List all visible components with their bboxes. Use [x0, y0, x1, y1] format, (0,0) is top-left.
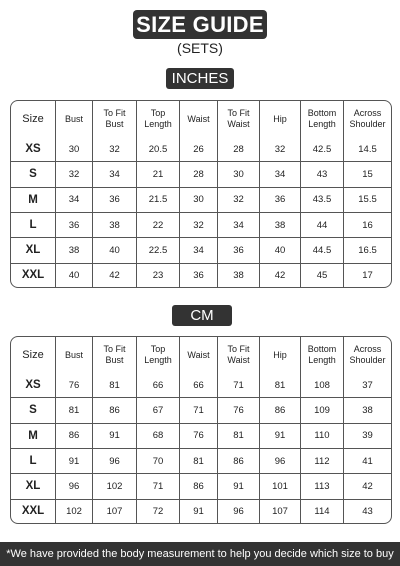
cm-header-row — [11, 337, 391, 373]
table-row — [11, 424, 391, 449]
header-label-line: Hip — [273, 349, 287, 360]
size-label-cell: S — [11, 398, 56, 423]
measurement-cell: 76 — [218, 398, 260, 423]
inches-column-header — [344, 101, 391, 137]
measurement-cell: 40 — [56, 264, 93, 287]
measurement-cell: 45 — [301, 264, 344, 287]
inches-table-header — [11, 101, 391, 137]
header-label-line: Shoulder — [349, 355, 386, 365]
measurement-cell: 114 — [301, 500, 344, 523]
measurement-cell: 42 — [93, 264, 137, 287]
measurement-cell: 36 — [93, 188, 137, 213]
measurement-cell: 15.5 — [344, 188, 391, 213]
header-label-line: Across — [353, 344, 382, 354]
measurement-cell: 38 — [93, 213, 137, 238]
size-label-cell: XS — [11, 373, 56, 398]
measurement-cell: 37 — [344, 373, 391, 398]
header-label-line: Length — [144, 355, 172, 365]
header-label-line: Size — [22, 112, 44, 125]
measurement-cell: 28 — [218, 137, 260, 162]
size-label-cell: M — [11, 424, 56, 449]
measurement-cell: 86 — [180, 474, 218, 499]
inches-column-header — [260, 101, 301, 137]
measurement-cell: 32 — [218, 188, 260, 213]
header-label-line: Across — [353, 108, 382, 118]
header-label-line: Length — [308, 119, 336, 129]
table-row — [11, 474, 391, 499]
measurement-cell: 36 — [180, 264, 218, 287]
table-row — [11, 238, 391, 263]
measurement-cell: 32 — [180, 213, 218, 238]
measurement-cell: 15 — [344, 162, 391, 187]
measurement-cell: 102 — [56, 500, 93, 523]
measurement-cell: 34 — [260, 162, 301, 187]
cm-column-header — [93, 337, 137, 373]
size-label-cell: L — [11, 449, 56, 474]
measurement-cell: 34 — [218, 213, 260, 238]
measurement-cell: 22.5 — [137, 238, 180, 263]
measurement-cell: 113 — [301, 474, 344, 499]
size-label-cell: S — [11, 162, 56, 187]
measurement-cell: 67 — [137, 398, 180, 423]
cm-column-header — [344, 337, 391, 373]
header-label-line: Bust — [64, 349, 83, 360]
measurement-cell: 70 — [137, 449, 180, 474]
cm-column-header — [56, 337, 93, 373]
header-label-line: Bust — [105, 119, 124, 129]
cm-column-header — [180, 337, 218, 373]
measurement-cell: 107 — [93, 500, 137, 523]
header-label-line: Waist — [227, 355, 250, 365]
measurement-cell: 17 — [362, 269, 373, 281]
measurement-cell: 91 — [260, 424, 301, 449]
cm-section-label: CM — [172, 305, 232, 326]
measurement-cell: 109 — [301, 398, 344, 423]
measurement-cell: 108 — [301, 373, 344, 398]
measurement-cell: 110 — [301, 424, 344, 449]
measurement-cell: 36 — [260, 188, 301, 213]
table-row — [11, 500, 391, 523]
inches-table-body — [11, 137, 391, 287]
measurement-cell: 96 — [56, 474, 93, 499]
inches-column-header — [218, 101, 260, 137]
table-row — [11, 213, 391, 238]
measurement-cell: 42.5 — [301, 137, 344, 162]
measurement-cell: 34 — [180, 238, 218, 263]
header-label-line: Waist — [227, 119, 250, 129]
measurement-cell: 34 — [56, 188, 93, 213]
inches-section-label: INCHES — [166, 68, 234, 89]
measurement-cell: 96 — [218, 500, 260, 523]
cm-size-table — [10, 336, 392, 524]
measurement-cell: 20.5 — [137, 137, 180, 162]
header-label-line: To Fit — [227, 108, 250, 118]
measurement-cell: 23 — [137, 264, 180, 287]
measurement-cell: 38 — [218, 264, 260, 287]
footer-note: *We have provided the body measurement to help you decide which size to buy — [0, 542, 400, 566]
page-subtitle: (SETS) — [177, 40, 223, 56]
table-row — [11, 398, 391, 423]
size-label-cell: XL — [11, 474, 56, 499]
measurement-cell: 36 — [218, 238, 260, 263]
header-label-line: To Fit — [103, 108, 126, 118]
measurement-cell: 101 — [260, 474, 301, 499]
size-label-cell: XXL — [11, 500, 56, 523]
table-row — [11, 449, 391, 474]
measurement-cell: 71 — [218, 373, 260, 398]
measurement-cell: 38 — [56, 238, 93, 263]
cm-table-body — [11, 373, 391, 523]
measurement-cell: 44 — [301, 213, 344, 238]
header-label-line: Size — [22, 348, 44, 361]
inches-column-header — [11, 101, 56, 137]
inches-column-header — [180, 101, 218, 137]
measurement-cell: 30 — [218, 162, 260, 187]
header-label-line: Top — [150, 344, 166, 354]
size-label-cell: M — [11, 188, 56, 213]
header-label-line: Bottom — [307, 108, 337, 118]
measurement-cell: 91 — [180, 500, 218, 523]
header-label-line: Bust — [105, 355, 124, 365]
size-label-cell: XS — [11, 137, 56, 162]
measurement-cell: 28 — [180, 162, 218, 187]
measurement-cell: 96 — [93, 449, 137, 474]
measurement-cell: 81 — [180, 449, 218, 474]
header-label-line: Bust — [64, 113, 83, 124]
header-label-line: Shoulder — [349, 119, 386, 129]
measurement-cell: 72 — [137, 500, 180, 523]
measurement-cell: 44.5 — [301, 238, 344, 263]
measurement-cell: 86 — [93, 398, 137, 423]
header-label-line: Length — [144, 119, 172, 129]
measurement-cell: 41 — [344, 449, 391, 474]
measurement-cell: 107 — [260, 500, 301, 523]
measurement-cell: 81 — [260, 373, 301, 398]
measurement-cell: 42 — [344, 474, 391, 499]
measurement-cell: 30 — [56, 137, 93, 162]
inches-header-row — [11, 101, 391, 137]
measurement-cell: 71 — [137, 474, 180, 499]
header-label-line: Hip — [273, 113, 287, 124]
header-label-line: Bottom — [307, 344, 337, 354]
measurement-cell: 66 — [180, 373, 218, 398]
measurement-cell: 38 — [260, 213, 301, 238]
cm-column-header — [137, 337, 180, 373]
cm-column-header — [11, 337, 56, 373]
header-label-line: Waist — [187, 113, 210, 124]
measurement-cell: 112 — [301, 449, 344, 474]
measurement-cell: 43 — [301, 162, 344, 187]
measurement-cell: 26 — [180, 137, 218, 162]
measurement-cell: 86 — [260, 398, 301, 423]
table-row — [11, 264, 391, 287]
measurement-cell: 81 — [93, 373, 137, 398]
measurement-cell: 32 — [56, 162, 93, 187]
measurement-cell: 66 — [137, 373, 180, 398]
header-label-line: To Fit — [103, 344, 126, 354]
size-label-cell: XL — [11, 238, 56, 263]
inches-column-header — [301, 101, 344, 137]
measurement-cell: 16 — [344, 213, 391, 238]
measurement-cell: 22 — [137, 213, 180, 238]
measurement-cell: 81 — [56, 398, 93, 423]
measurement-cell: 34 — [93, 162, 137, 187]
measurement-cell: 91 — [93, 424, 137, 449]
measurement-cell: 86 — [218, 449, 260, 474]
size-label-cell: XXL — [11, 264, 56, 287]
measurement-cell: 32 — [93, 137, 137, 162]
measurement-cell: 16.5 — [344, 238, 391, 263]
measurement-cell: 91 — [218, 474, 260, 499]
measurement-cell: 43.5 — [301, 188, 344, 213]
measurement-cell: 40 — [260, 238, 301, 263]
measurement-cell: 38 — [344, 398, 391, 423]
measurement-cell: 43 — [362, 505, 373, 517]
measurement-cell: 32 — [260, 137, 301, 162]
cm-column-header — [301, 337, 344, 373]
measurement-cell: 96 — [260, 449, 301, 474]
table-row — [11, 188, 391, 213]
measurement-cell: 14.5 — [344, 137, 391, 162]
header-label-line: Length — [308, 355, 336, 365]
inches-column-header — [56, 101, 93, 137]
table-row — [11, 137, 391, 162]
measurement-cell: 81 — [218, 424, 260, 449]
measurement-cell: 68 — [137, 424, 180, 449]
measurement-cell: 21.5 — [137, 188, 180, 213]
page-title: SIZE GUIDE — [133, 10, 267, 39]
measurement-cell: 40 — [93, 238, 137, 263]
measurement-cell: 36 — [56, 213, 93, 238]
measurement-cell: 21 — [137, 162, 180, 187]
size-label-cell: L — [11, 213, 56, 238]
cm-column-header — [218, 337, 260, 373]
measurement-cell: 76 — [180, 424, 218, 449]
measurement-cell: 71 — [180, 398, 218, 423]
measurement-cell: 39 — [344, 424, 391, 449]
header-label-line: Waist — [187, 349, 210, 360]
table-row — [11, 373, 391, 398]
measurement-cell: 86 — [56, 424, 93, 449]
measurement-cell: 30 — [180, 188, 218, 213]
header-label-line: Top — [150, 108, 166, 118]
inches-column-header — [93, 101, 137, 137]
measurement-cell: 102 — [93, 474, 137, 499]
measurement-cell: 76 — [56, 373, 93, 398]
measurement-cell: 91 — [56, 449, 93, 474]
cm-table-header — [11, 337, 391, 373]
cm-column-header — [260, 337, 301, 373]
inches-size-table — [10, 100, 392, 288]
measurement-cell: 42 — [260, 264, 301, 287]
inches-column-header — [137, 101, 180, 137]
header-label-line: To Fit — [227, 344, 250, 354]
table-row — [11, 162, 391, 187]
